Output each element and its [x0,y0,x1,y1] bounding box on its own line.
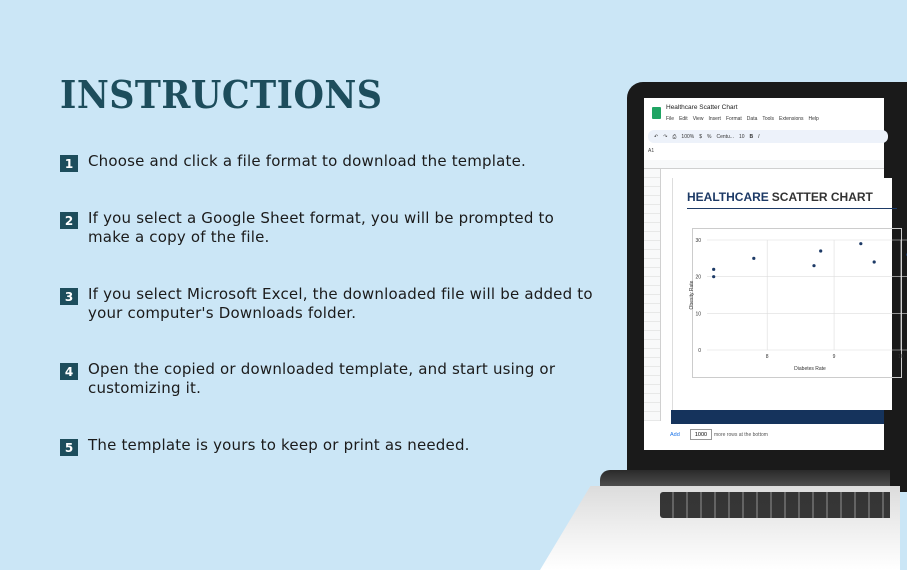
data-point [873,260,876,263]
step-number: 2 [60,212,78,229]
instruction-step [60,436,600,456]
sheet-header [644,98,884,128]
x-tick-label: 10 [898,354,904,360]
data-point [712,275,715,278]
data-point [752,257,755,260]
font-select[interactable]: Centu... [716,133,734,140]
italic-icon[interactable]: I [758,133,760,140]
data-point [859,242,862,245]
document-title[interactable]: Healthcare Scatter Chart [666,104,738,111]
scatter-plot [673,178,904,410]
data-point [712,268,715,271]
instruction-step [60,360,600,398]
menu-help[interactable]: Help [808,116,819,122]
font-size-input[interactable]: 10 [738,133,745,140]
y-tick-label: 20 [695,274,701,281]
x-tick-label: 9 [832,354,836,360]
menu-file[interactable]: File [666,116,675,122]
instruction-step [60,209,600,247]
percent-icon[interactable]: % [707,133,712,140]
menu-tools[interactable]: Tools [762,116,775,122]
instruction-step [60,152,600,172]
zoom-select[interactable]: 100% [681,133,695,140]
add-rows-button[interactable]: Add [670,432,680,438]
print-icon[interactable]: ⎙ [672,133,677,140]
menu-view[interactable]: View [692,116,704,122]
column-headers [644,160,884,169]
step-text: If you select Microsoft Excel, the downloaded file will be added to your computer's Downloads folder. [88,285,593,322]
menu-format[interactable]: Format [725,116,742,122]
menu-insert[interactable]: Insert [708,116,721,122]
bold-icon[interactable]: B [749,133,754,140]
step-number: 1 [60,155,78,172]
step-text: Choose and click a file format to download the template. [88,152,526,170]
chart-title-part1: HEALTHCARE [687,190,769,204]
page-title: INSTRUCTIONS [60,72,383,117]
y-tick-label: 0 [698,348,701,354]
y-tick-label: 30 [695,238,701,244]
menu-edit[interactable]: Edit [679,116,688,122]
chart-footer-band [671,410,884,424]
y-axis-label: Obesity Rate [689,280,695,310]
redo-icon[interactable]: ↷ [663,133,668,140]
step-number: 4 [60,363,78,380]
sheets-logo-icon [652,107,661,119]
laptop-screen [644,98,904,450]
menu-extensions[interactable]: Extensions [779,116,804,122]
chart-title-part2: SCATTER CHART [771,190,873,204]
step-number: 3 [60,288,78,305]
instruction-step [60,285,600,323]
step-text: If you select a Google Sheet format, you will be prompted to make a copy of the file. [88,209,554,246]
y-tick-label: 10 [695,311,701,318]
name-box[interactable]: A1 [648,148,655,154]
row-headers [644,169,661,421]
data-point [812,264,815,267]
data-point [819,249,822,252]
undo-icon[interactable]: ↶ [654,133,659,140]
x-tick-label: 8 [765,354,769,360]
step-number: 5 [60,439,78,456]
sheet-toolbar [648,130,888,143]
step-text: The template is yours to keep or print as needed. [88,436,470,454]
menu-bar [666,116,819,122]
x-axis-label: Diabetes Rate [794,366,826,372]
menu-data[interactable]: Data [746,116,758,122]
chart-card[interactable] [672,178,904,410]
rows-count-input[interactable]: 1000 [690,429,712,440]
step-text: Open the copied or downloaded template, and start using or customizing it. [88,360,556,397]
currency-icon[interactable]: $ [699,133,702,140]
rows-count-label: more rows at the bottom [714,432,768,438]
laptop-keyboard [660,492,890,518]
